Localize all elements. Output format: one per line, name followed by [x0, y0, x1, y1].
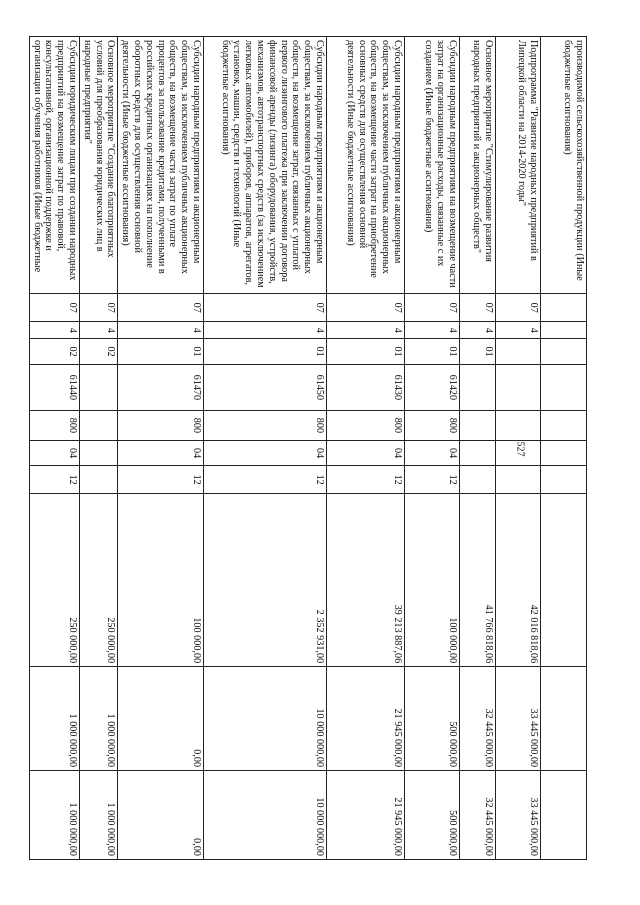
cell-code-subsection: 12 [327, 466, 405, 494]
cell-code-section: 07 [118, 294, 204, 322]
cell-amount-year1: 2 352 931,00 [204, 494, 327, 667]
cell-code-expense-type: 800 [405, 410, 460, 440]
cell-code-section2 [460, 440, 496, 465]
cell-amount-year3: 500 000,00 [405, 771, 460, 860]
cell-code-expense-type: 800 [118, 410, 204, 440]
cell-code-direction: 61470 [118, 364, 204, 410]
cell-code-expense-type: 800 [327, 410, 405, 440]
cell-code-program: 4 [405, 322, 460, 339]
cell-amount-year2: 33 445 000,00 [496, 667, 541, 771]
table-row [118, 37, 204, 860]
cell-code-section: 07 [80, 294, 118, 322]
cell-code-program [541, 322, 587, 339]
cell-code-subsection: 12 [29, 466, 79, 494]
cell-code-direction [496, 364, 541, 410]
cell-code-subsection [541, 466, 587, 494]
cell-name: Субсидии народным предприятиям и акционерным обществам, за исключением публичных акционерных обществ, на возмещение части затрат на приобретение основных средств для осуществления основной деятельности (Иные бюджетные ассигнования) [327, 37, 405, 294]
cell-name: Субсидии юридическим лицам при создании народных предприятий на возмещение затрат по правовой, консультативной, организационной поддержке и организации обучения работников (Иные бюджетные [29, 37, 79, 294]
cell-code-subsection: 12 [405, 466, 460, 494]
cell-code-section2: 04 [204, 440, 327, 465]
cell-code-subsection: 12 [118, 466, 204, 494]
cell-amount-year2 [541, 667, 587, 771]
cell-code-section2: 04 [118, 440, 204, 465]
page-number: 527 [514, 441, 526, 457]
cell-code-subprogram: 01 [460, 339, 496, 364]
cell-amount-year3: 1 000 000,00 [29, 771, 79, 860]
cell-code-section: 07 [204, 294, 327, 322]
cell-code-program: 4 [460, 322, 496, 339]
cell-code-subsection [80, 466, 118, 494]
cell-amount-year3 [541, 771, 587, 860]
cell-code-direction [80, 364, 118, 410]
cell-code-section2: 04 [327, 440, 405, 465]
cell-name: Основное мероприятие "Стимулирование развития народных предприятий и акционерных обществ" [460, 37, 496, 294]
cell-code-expense-type [460, 410, 496, 440]
cell-code-section: 07 [460, 294, 496, 322]
cell-code-subprogram: 02 [29, 339, 79, 364]
cell-name: Субсидии народным предприятиям и акционерным обществам, за исключением публичных акционерных обществ, на возмещение затрат, связанных с уплатой первого лизингового платежа при заключении договора финансовой аренды (лизинга) оборудования, устройств, механизмов, автотранспортных средств (за исключением легковых автомобилей), приборов, аппаратов, агрегатов, установок, машин, средств и технологий (Иные бюджетные ассигнования) [204, 37, 327, 294]
cell-amount-year3: 33 445 000,00 [496, 771, 541, 860]
cell-code-program: 4 [327, 322, 405, 339]
table-row [80, 37, 118, 860]
cell-code-section2 [541, 440, 587, 465]
table-row [327, 37, 405, 860]
cell-name: Субсидии народным предприятиям и акционерным обществам, за исключением публичных акционерных обществ, на возмещение части затрат по уплате процентов за пользование кредитами, полученными в российских кредитных организациях на пополнение оборотных средств для осуществления основной деятельности (Иные бюджетные ассигнования) [118, 37, 204, 294]
cell-name: Основное мероприятие "Создание благоприятных условий для преобразования юридических лиц в народные предприятия" [80, 37, 118, 294]
cell-amount-year2: 0,00 [118, 667, 204, 771]
cell-amount-year3: 32 445 000,00 [460, 771, 496, 860]
cell-code-subprogram: 01 [118, 339, 204, 364]
cell-amount-year2: 21 945 000,00 [327, 667, 405, 771]
cell-code-subprogram [541, 339, 587, 364]
cell-amount-year1: 250 000,00 [80, 494, 118, 667]
cell-code-expense-type: 800 [29, 410, 79, 440]
cell-amount-year3: 1 000 000,00 [80, 771, 118, 860]
cell-code-expense-type [496, 410, 541, 440]
cell-code-section: 07 [327, 294, 405, 322]
cell-code-expense-type [80, 410, 118, 440]
cell-name: Подпрограмма "Развитие народных предприятий в Липецкой области на 2014-2020 годы" [496, 37, 541, 294]
cell-code-section: 07 [405, 294, 460, 322]
cell-amount-year3: 10 000 000,00 [204, 771, 327, 860]
cell-code-expense-type: 800 [204, 410, 327, 440]
table-row [541, 37, 587, 860]
cell-amount-year3: 21 945 000,00 [327, 771, 405, 860]
table-row [496, 37, 541, 860]
cell-code-direction: 61430 [327, 364, 405, 410]
cell-code-subprogram: 01 [327, 339, 405, 364]
budget-table-container [31, 36, 587, 860]
cell-code-direction [541, 364, 587, 410]
cell-code-subsection [460, 466, 496, 494]
cell-code-direction [460, 364, 496, 410]
cell-code-subprogram [496, 339, 541, 364]
cell-code-section2 [80, 440, 118, 465]
table-row [204, 37, 327, 860]
cell-code-program: 4 [80, 322, 118, 339]
table-row [460, 37, 496, 860]
cell-code-subsection [496, 466, 541, 494]
budget-table [29, 36, 587, 860]
cell-code-subsection: 12 [204, 466, 327, 494]
cell-code-program: 4 [29, 322, 79, 339]
cell-code-expense-type [541, 410, 587, 440]
cell-code-section [541, 294, 587, 322]
cell-amount-year1: 41 766 818,06 [460, 494, 496, 667]
cell-code-section: 07 [496, 294, 541, 322]
cell-amount-year1: 100 000,00 [118, 494, 204, 667]
cell-code-direction: 61440 [29, 364, 79, 410]
cell-amount-year2: 500 000,00 [405, 667, 460, 771]
cell-code-subprogram: 01 [204, 339, 327, 364]
cell-amount-year2: 10 000 000,00 [204, 667, 327, 771]
cell-name: Субсидии народным предприятиям на возмещение части затрат на организационные расходы, связанные с их созданием (Иные бюджетные ассигнования) [405, 37, 460, 294]
cell-code-program: 4 [118, 322, 204, 339]
cell-amount-year2: 1 000 000,00 [29, 667, 79, 771]
cell-code-direction: 61420 [405, 364, 460, 410]
cell-amount-year2: 1 000 000,00 [80, 667, 118, 771]
table-row [29, 37, 79, 860]
cell-amount-year1: 39 213 887,06 [327, 494, 405, 667]
cell-amount-year1: 100 000,00 [405, 494, 460, 667]
cell-amount-year1: 42 016 818,06 [496, 494, 541, 667]
cell-amount-year1: 250 000,00 [29, 494, 79, 667]
cell-code-direction: 61450 [204, 364, 327, 410]
cell-code-section2: 04 [405, 440, 460, 465]
cell-amount-year2: 32 445 000,00 [460, 667, 496, 771]
cell-code-section: 07 [29, 294, 79, 322]
cell-code-program: 4 [496, 322, 541, 339]
cell-name: производимой сельскохозяйственной продукции (Иные бюджетные ассигнования) [541, 37, 587, 294]
cell-code-section2: 04 [29, 440, 79, 465]
cell-amount-year1 [541, 494, 587, 667]
cell-code-program: 4 [204, 322, 327, 339]
cell-code-subprogram: 02 [80, 339, 118, 364]
cell-code-section2 [496, 440, 541, 465]
table-row [405, 37, 460, 860]
cell-code-subprogram: 01 [405, 339, 460, 364]
cell-amount-year3: 0,00 [118, 771, 204, 860]
